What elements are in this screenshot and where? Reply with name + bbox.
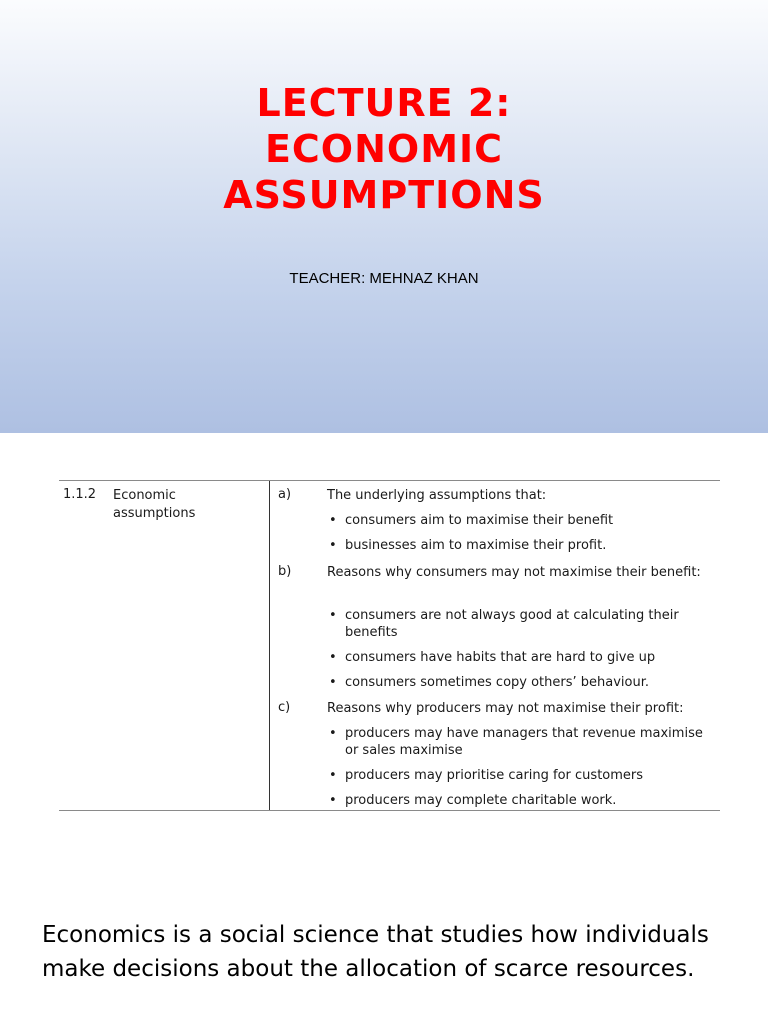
teacher-name: TEACHER: MEHNAZ KHAN — [289, 270, 479, 287]
list-item — [327, 792, 717, 809]
title-slide — [0, 0, 768, 433]
section-letter: b) — [278, 564, 292, 579]
list-item — [327, 512, 717, 529]
list-item — [327, 674, 717, 691]
bullet-icon: • — [329, 513, 337, 528]
bullet-icon: • — [329, 726, 337, 741]
list-item-text: businesses aim to maximise their profit. — [345, 538, 607, 553]
list-item-text: consumers sometimes copy others’ behaviour. — [345, 675, 650, 690]
bullet-icon: • — [329, 768, 337, 783]
bullet-icon: • — [329, 793, 337, 808]
economics-definition: Economics is a social science that studies how individuals make decisions about the allocation of scarce resources. — [42, 922, 709, 982]
syllabus-table — [59, 480, 720, 811]
list-item-text: consumers are not always good at calculating their benefits — [345, 608, 679, 640]
section-heading: Reasons why consumers may not maximise their benefit: — [327, 565, 701, 580]
lecture-title — [0, 80, 768, 218]
list-item — [327, 725, 717, 759]
list-item — [327, 607, 717, 641]
section-letter: a) — [278, 487, 292, 502]
title-line: LECTURE 2: — [256, 81, 512, 125]
bullet-icon: • — [329, 650, 337, 665]
list-item — [327, 649, 717, 666]
section-heading: The underlying assumptions that: — [327, 488, 547, 503]
list-item-text: consumers aim to maximise their benefit — [345, 513, 614, 528]
list-item-text: consumers have habits that are hard to give up — [345, 650, 656, 665]
topic-code: 1.1.2 — [63, 487, 97, 502]
topic-name: Economic assumptions — [113, 488, 196, 521]
bullet-icon: • — [329, 608, 337, 623]
bullet-icon: • — [329, 538, 337, 553]
list-item-text: producers may have managers that revenue maximise or sales maximise — [345, 726, 703, 758]
title-line: ASSUMPTIONS — [223, 173, 545, 217]
bullet-icon: • — [329, 675, 337, 690]
title-line: ECONOMIC — [264, 127, 504, 171]
section-letter: c) — [278, 700, 291, 715]
section-heading: Reasons why producers may not maximise their profit: — [327, 701, 684, 716]
list-item — [327, 767, 717, 784]
list-item — [327, 537, 717, 554]
column-divider — [269, 481, 270, 810]
list-item-text: producers may prioritise caring for customers — [345, 768, 644, 783]
list-item-text: producers may complete charitable work. — [345, 793, 617, 808]
